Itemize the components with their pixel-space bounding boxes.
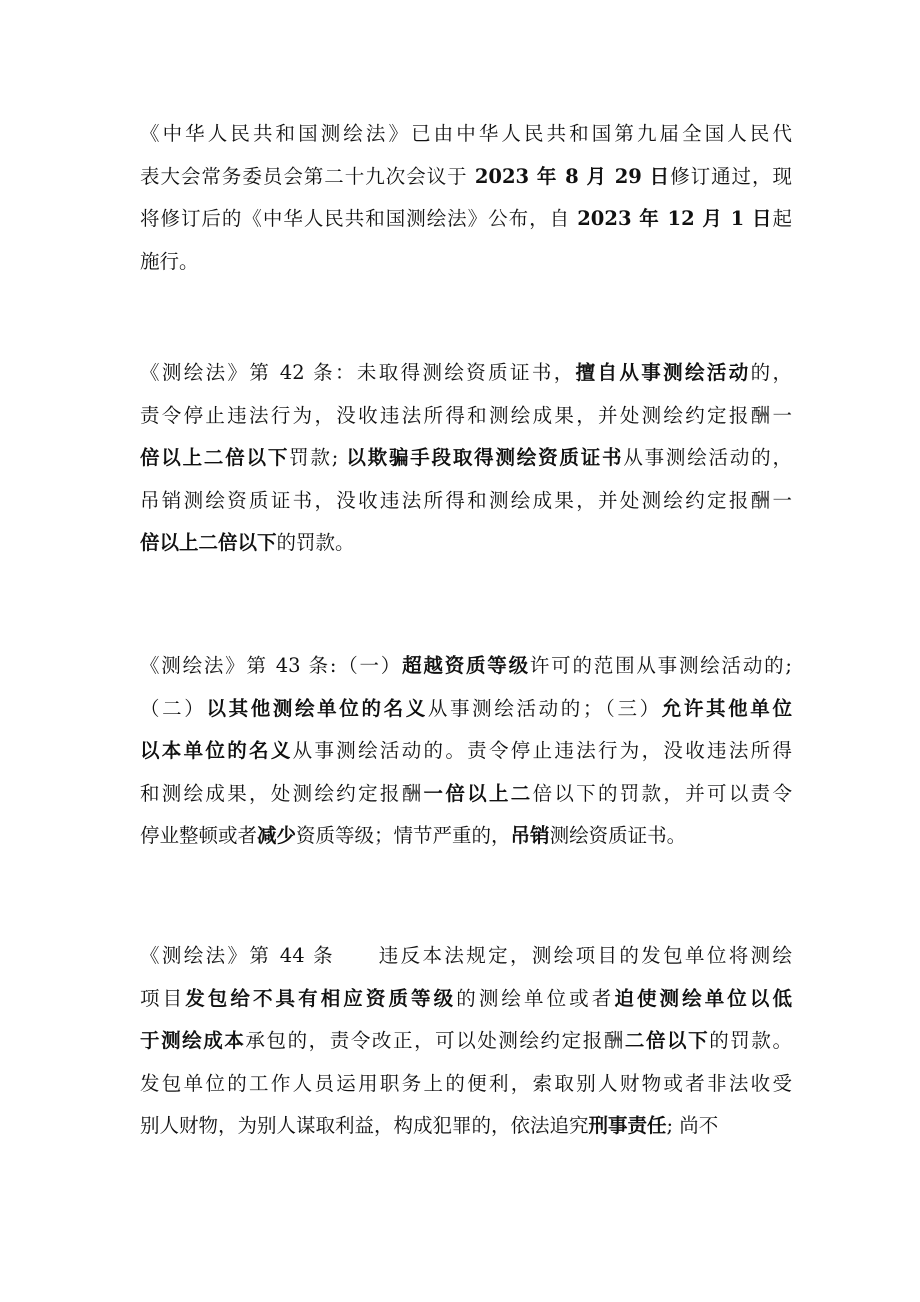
bold-text-run: 倍以上二倍以下 — [140, 531, 277, 554]
bold-text-run: 二倍以下 — [624, 1029, 710, 1052]
text-run: 资质等级；情节严重的， — [296, 824, 511, 847]
text-run: 项目 — [140, 986, 186, 1010]
text-line — [140, 815, 792, 858]
text-run: 发包单位的工作人员运用职务上的便利，索取别人财物或者非法收受 — [140, 1071, 792, 1095]
text-run: 表大会常务委员会第二十九次会议于 — [140, 164, 475, 188]
text-run: 施行。 — [140, 249, 199, 273]
bold-text-run: 允许其他单位 — [661, 696, 792, 720]
text-line — [140, 522, 792, 565]
text-run: 从事测绘活动的， — [623, 446, 792, 469]
text-run: 修订通过，现 — [670, 164, 793, 188]
text-run: 罚款; — [289, 446, 347, 469]
text-line — [140, 645, 792, 688]
text-run: 的， — [750, 361, 792, 384]
bold-text-run: 擅自从事测绘活动 — [575, 361, 751, 384]
text-run: 责令停止违法行为，没收违法所得和测绘成果，并处测绘约定报酬一 — [140, 403, 792, 427]
bold-text-run: 迫使测绘单位以低 — [614, 986, 792, 1010]
text-run: 的罚款。 — [276, 531, 355, 554]
text-line — [140, 1020, 792, 1063]
text-line — [140, 978, 792, 1021]
text-line — [140, 688, 792, 731]
text-run: 承包的，责令改正，可以处测绘约定报酬 — [245, 1029, 625, 1052]
text-line — [140, 480, 792, 523]
text-run: ; 尚不 — [666, 1114, 719, 1137]
text-run: 和测绘成果，处测绘约定报酬 — [140, 781, 424, 805]
text-run: 《测绘法》第 42 条：未取得测绘资质证书， — [140, 361, 576, 384]
text-line — [140, 1063, 792, 1106]
text-line — [140, 352, 792, 395]
text-line — [140, 395, 792, 438]
text-line — [140, 730, 792, 773]
bold-text-run: 以欺骗手段取得测绘资质证书 — [346, 446, 624, 469]
text-run: 别人财物，为别人谋取利益，构成犯罪的，依法追究 — [140, 1114, 589, 1137]
text-run: 从事测绘活动的；（三） — [427, 696, 662, 720]
text-line — [140, 437, 792, 480]
bold-text-run: 发包给不具有相应资质等级 — [185, 986, 457, 1010]
paragraph-article-44 — [140, 935, 792, 1148]
bold-text-run: 于测绘成本 — [140, 1029, 246, 1052]
text-line — [140, 1105, 792, 1148]
text-run: 的罚款。 — [709, 1029, 792, 1052]
text-run: 的测绘单位或者 — [456, 986, 615, 1010]
text-line — [140, 198, 792, 241]
text-run: 倍以下的罚款，并可以责令 — [532, 781, 792, 805]
bold-text-run: 2023 年 8 月 29 日 — [474, 164, 671, 188]
bold-text-run: 一倍以上二 — [423, 781, 533, 805]
bold-text-run: 以本单位的名义 — [140, 739, 293, 762]
text-run: 《测绘法》第 44 条 违反本法规定，测绘项目的发包单位将测绘 — [140, 944, 792, 967]
text-line — [140, 113, 792, 156]
text-line — [140, 156, 792, 199]
text-line — [140, 935, 792, 978]
bold-text-run: 吊销 — [510, 824, 550, 847]
paragraph-announcement — [140, 113, 792, 283]
text-run: 从事测绘活动的。责令停止违法行为，没收违法所得 — [292, 739, 792, 762]
text-run: 起 — [772, 207, 793, 230]
text-run: （二） — [140, 696, 207, 720]
bold-text-run: 倍以上二倍以下 — [140, 446, 290, 469]
bold-text-run: 减少 — [257, 824, 297, 847]
bold-text-run: 超越资质等级 — [402, 654, 530, 677]
text-run: 将修订后的《中华人民共和国测绘法》公布，自 — [140, 207, 578, 230]
bold-text-run: 2023 年 12 月 1 日 — [577, 207, 773, 230]
text-run: 《测绘法》第 43 条:（一） — [140, 654, 403, 677]
text-run: 《中华人民共和国测绘法》已由中华人民共和国第九届全国人民代 — [140, 122, 792, 145]
text-run: 吊销测绘资质证书，没收违法所得和测绘成果，并处测绘约定报酬一 — [140, 488, 792, 512]
text-line — [140, 241, 792, 284]
paragraph-article-42 — [140, 352, 792, 565]
bold-text-run: 刑事责任 — [588, 1114, 667, 1137]
bold-text-run: 以其他测绘单位的名义 — [206, 696, 428, 720]
paragraph-article-43 — [140, 645, 792, 858]
text-run: 测绘资质证书。 — [549, 824, 687, 847]
text-run: 许可的范围从事测绘活动的; — [529, 654, 792, 677]
text-line — [140, 773, 792, 816]
text-run: 停业整顿或者 — [140, 824, 258, 847]
